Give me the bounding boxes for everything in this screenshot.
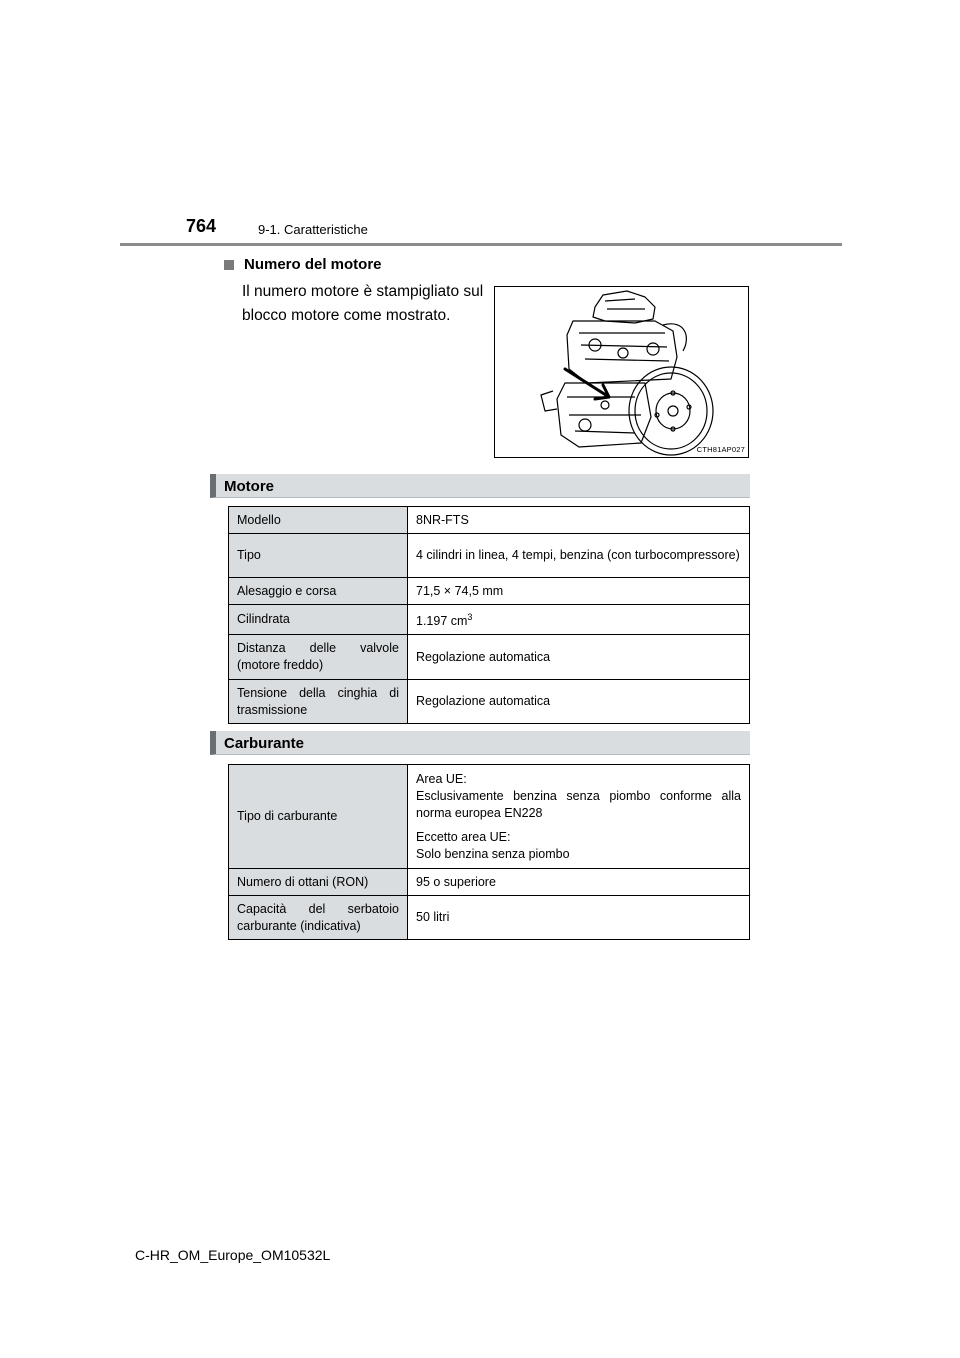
- engine-drawing: [495, 287, 748, 457]
- spec-label: Tipo: [229, 534, 408, 578]
- spec-label: Distanza delle valvole (motore freddo): [229, 635, 408, 680]
- spec-value-displacement: [408, 605, 750, 635]
- spec-value: 8NR-FTS: [408, 507, 750, 534]
- engine-number-description: Il numero motore è stampigliato sul blocco motore come mostrato.: [242, 283, 484, 324]
- carburante-spec-table: [228, 764, 750, 940]
- fuel-type-eu: [416, 771, 741, 822]
- displacement-value: 1.197 cm: [416, 614, 468, 629]
- spec-label: Cilindrata: [229, 605, 408, 635]
- spec-label: Capacità del serbatoio carburante (indicativa): [229, 896, 408, 940]
- carburante-section-title: Carburante: [224, 735, 305, 752]
- fuel-type-non-eu-label: Eccetto area UE:: [416, 829, 511, 844]
- section-label: 9-1. Caratteristiche: [258, 222, 368, 237]
- carburante-section-header: [210, 731, 750, 755]
- table-row: [229, 605, 750, 635]
- fuel-type-eu-label: Area UE:: [416, 771, 467, 786]
- document-code: C-HR_OM_Europe_OM10532L: [135, 1247, 331, 1263]
- table-row: [229, 765, 750, 869]
- motore-section-title: Motore: [224, 478, 274, 495]
- spec-value: 95 o superiore: [408, 869, 750, 896]
- motore-section-header: [210, 474, 750, 498]
- spec-label: Numero di ottani (RON): [229, 869, 408, 896]
- engine-number-heading: [224, 256, 382, 273]
- table-row: [229, 635, 750, 680]
- spec-value: 4 cilindri in linea, 4 tempi, benzina (con turbocompressore): [408, 534, 750, 578]
- spec-value: [408, 765, 750, 869]
- square-bullet-icon: [224, 260, 234, 270]
- table-row: [229, 507, 750, 534]
- table-row: [229, 869, 750, 896]
- spec-value: Regolazione automatica: [408, 635, 750, 680]
- spec-value: Regolazione automatica: [408, 680, 750, 724]
- motore-spec-table: [228, 506, 750, 724]
- table-row: [229, 896, 750, 940]
- fuel-type-eu-text: Esclusivamente benzina senza piombo conforme alla norma europea EN228: [416, 788, 741, 820]
- table-row: [229, 680, 750, 724]
- spec-label: Tensione della cinghia di trasmissione: [229, 680, 408, 724]
- table-row: [229, 534, 750, 578]
- fuel-type-non-eu-text: Solo benzina senza piombo: [416, 846, 570, 861]
- spec-value: 50 litri: [408, 896, 750, 940]
- displacement-unit-exponent: 3: [467, 612, 473, 622]
- spec-label: Modello: [229, 507, 408, 534]
- fuel-type-non-eu: [416, 829, 741, 863]
- table-row: [229, 578, 750, 605]
- spec-label: Tipo di carburante: [229, 765, 408, 869]
- spec-value: 71,5 × 74,5 mm: [408, 578, 750, 605]
- page-number: 764: [186, 216, 217, 236]
- spec-label: Alesaggio e corsa: [229, 578, 408, 605]
- engine-number-heading-text: Numero del motore: [244, 256, 382, 273]
- figure-code: CTH81AP027: [696, 445, 745, 454]
- header-divider: [120, 243, 842, 246]
- engine-illustration: [494, 286, 749, 458]
